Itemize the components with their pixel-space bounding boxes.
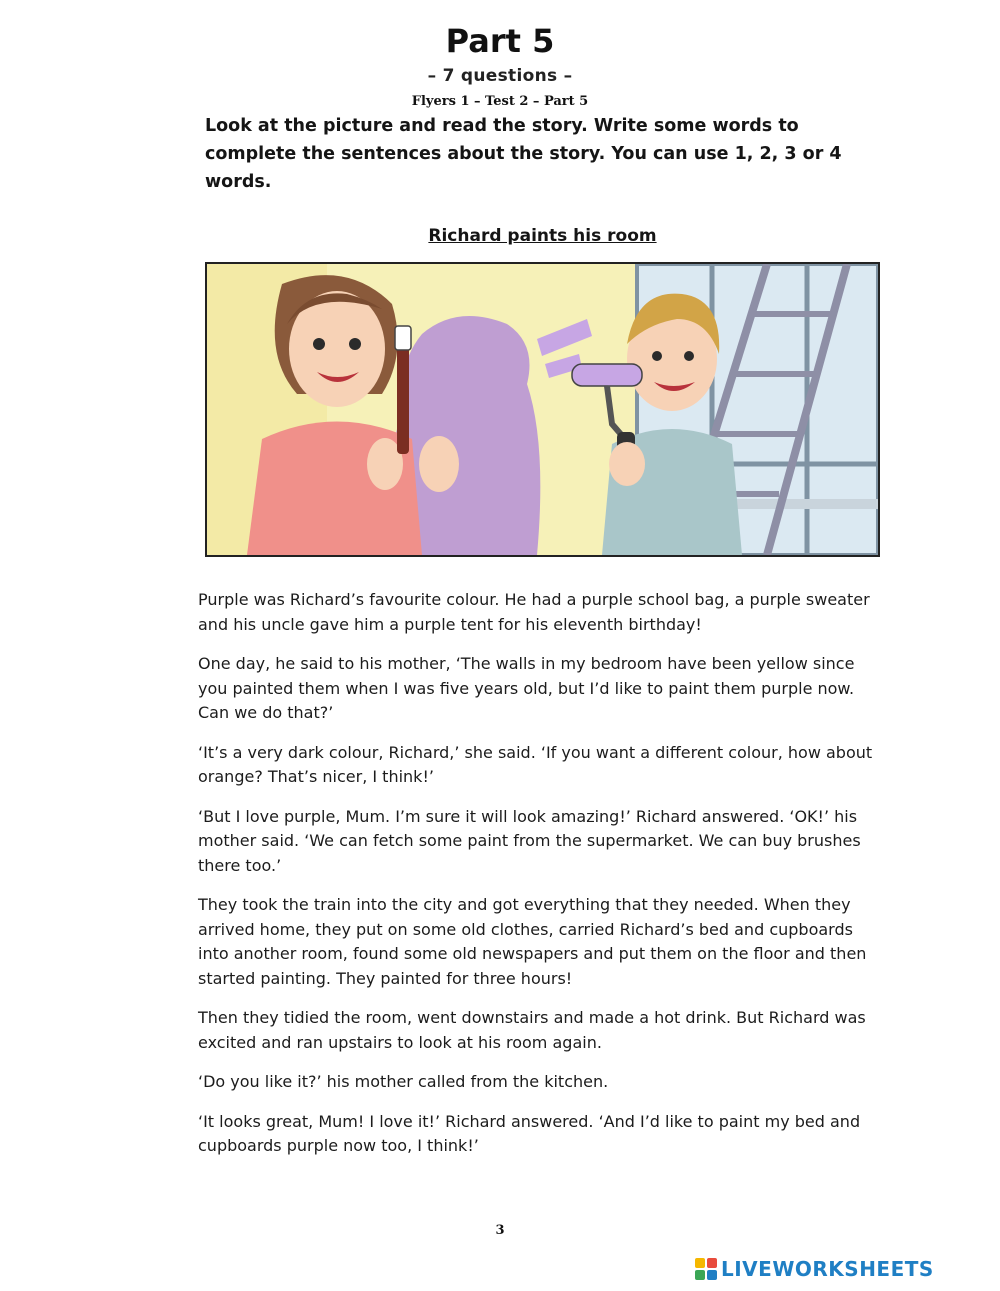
story-paragraph: They took the train into the city and got everything that they needed. When they arrived home, they put on some old clothes, carried Richard’s bed and cupboards into another room, found some old newspapers and put them on the floor and then started painting. They painted for three hours! — [198, 895, 867, 988]
page-number: 3 — [495, 1223, 505, 1238]
story-paragraph: One day, he said to his mother, ‘The walls in my bedroom have been yellow since you painted them when I was five years old, but I’d like to paint them purple now. Can we do that?’ — [198, 654, 855, 722]
painting-scene-illustration — [207, 264, 878, 555]
instructions-text: Look at the picture and read the story. Write some words to complete the sentences about the story. You can use 1, 2, 3 or 4 words. — [205, 116, 842, 192]
question-count: – 7 questions – — [427, 66, 573, 86]
story-illustration — [205, 262, 880, 557]
brand-name: LIVEWORKSHEETS — [721, 1257, 934, 1281]
page-title: Part 5 — [445, 22, 555, 60]
liveworksheets-logo-icon — [695, 1258, 717, 1280]
story-paragraph: ‘It’s a very dark colour, Richard,’ she said. ‘If you want a different colour, how about orange? That’s nicer, I think!’ — [198, 742, 873, 786]
liveworksheets-logo[interactable] — [695, 1256, 934, 1282]
story-title: Richard paints his room — [428, 226, 657, 246]
story-text — [198, 588, 888, 1174]
story-paragraph: Then they tidied the room, went downstairs and made a hot drink. But Richard was excited and ran upstairs to look at his room again. — [198, 1008, 866, 1052]
story-paragraph: Purple was Richard’s favourite colour. He had a purple school bag, a purple sweater and his uncle gave him a purple tent for his eleventh birthday! — [198, 590, 870, 634]
story-paragraph: ‘It looks great, Mum! I love it!’ Richard answered. ‘And I’d like to paint my bed and cupboards purple now too, I think!’ — [198, 1111, 861, 1155]
story-paragraph: ‘But I love purple, Mum. I’m sure it will look amazing!’ Richard answered. ‘OK!’ his mother said. ‘We can fetch some paint from the supermarket. We can buy brushes there too.’ — [198, 806, 861, 875]
story-paragraph: ‘Do you like it?’ his mother called from the kitchen. — [198, 1072, 609, 1091]
test-source-label: Flyers 1 – Test 2 – Part 5 — [411, 94, 589, 109]
